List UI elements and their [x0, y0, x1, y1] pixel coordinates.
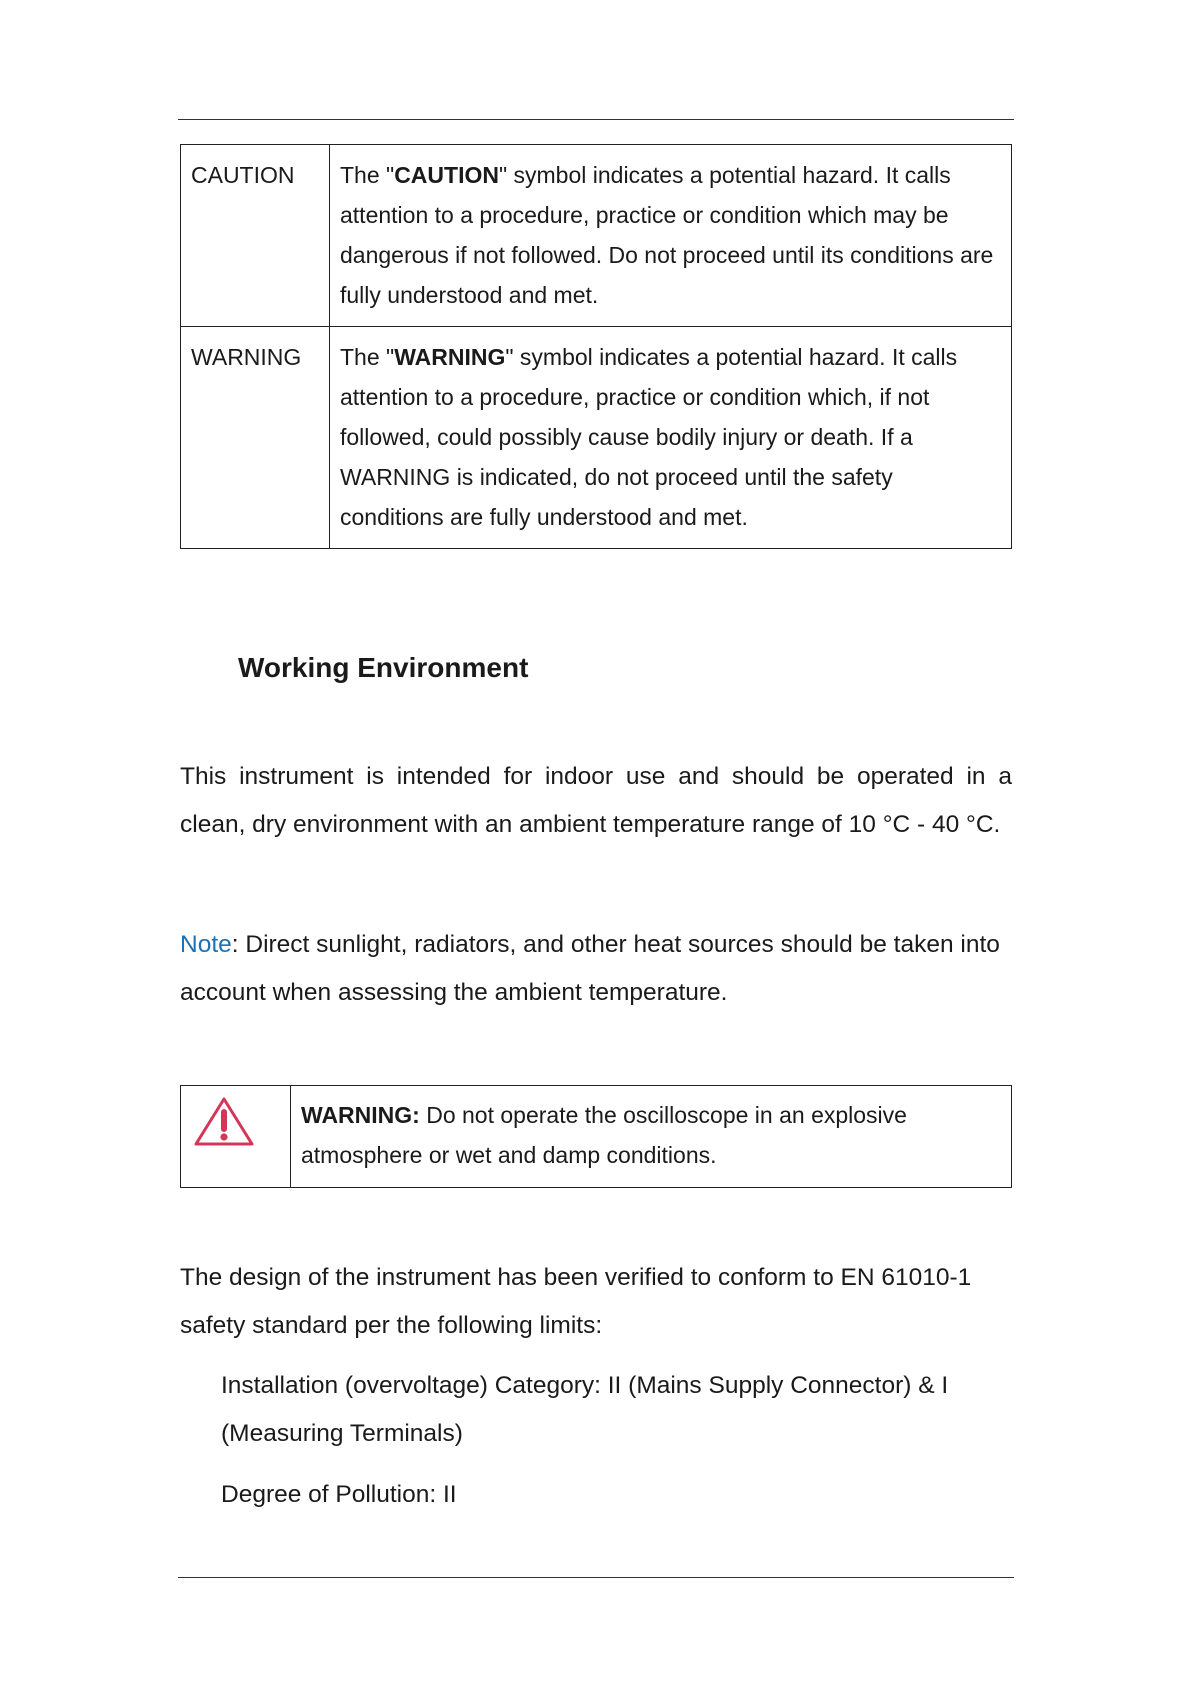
note-label: Note	[180, 931, 232, 958]
list-item: Degree of Pollution: II	[221, 1481, 457, 1508]
symbol-description: The "CAUTION" symbol indicates a potential hazard. It calls attention to a procedure, practice or condition which may be dangerous if not followed. Do not proceed until its conditions are fully understood and met.	[330, 145, 1012, 327]
warning-icon-cell	[181, 1086, 291, 1187]
warning-box	[180, 1085, 1012, 1188]
warning-text: WARNING: Do not operate the oscilloscope in an explosive atmosphere or wet and damp conditions.	[301, 1102, 907, 1168]
warning-triangle-icon	[193, 1096, 255, 1148]
symbol-term: WARNING	[181, 327, 330, 549]
note-text: : Direct sunlight, radiators, and other heat sources should be taken into account when assessing the ambient temperature.	[180, 931, 1000, 1006]
symbol-keyword: WARNING	[394, 344, 506, 370]
symbol-keyword: CAUTION	[394, 162, 499, 188]
footer-rule	[178, 1577, 1014, 1578]
table-row	[181, 145, 1012, 327]
symbols-table	[180, 144, 1012, 549]
note-paragraph	[180, 921, 1012, 1017]
table-row	[181, 327, 1012, 549]
intro-paragraph: This instrument is intended for indoor use and should be operated in a clean, dry environment with an ambient temperature range of 10 °C - 40 °C.	[180, 763, 1012, 838]
section-heading: Working Environment	[238, 652, 529, 683]
warning-label: WARNING:	[301, 1102, 420, 1128]
conformity-paragraph: The design of the instrument has been verified to conform to EN 61010-1 safety standard per the following limits:	[180, 1264, 972, 1339]
symbol-term: CAUTION	[181, 145, 330, 327]
list-item: Installation (overvoltage) Category: II (Mains Supply Connector) & I (Measuring Terminals)	[221, 1372, 949, 1447]
symbol-description: The "WARNING" symbol indicates a potential hazard. It calls attention to a procedure, practice or condition which, if not followed, could possibly cause bodily injury or death. If a WARNING is indicated, do not proceed until the safety conditions are fully understood and met.	[330, 327, 1012, 549]
header-rule	[178, 119, 1014, 120]
